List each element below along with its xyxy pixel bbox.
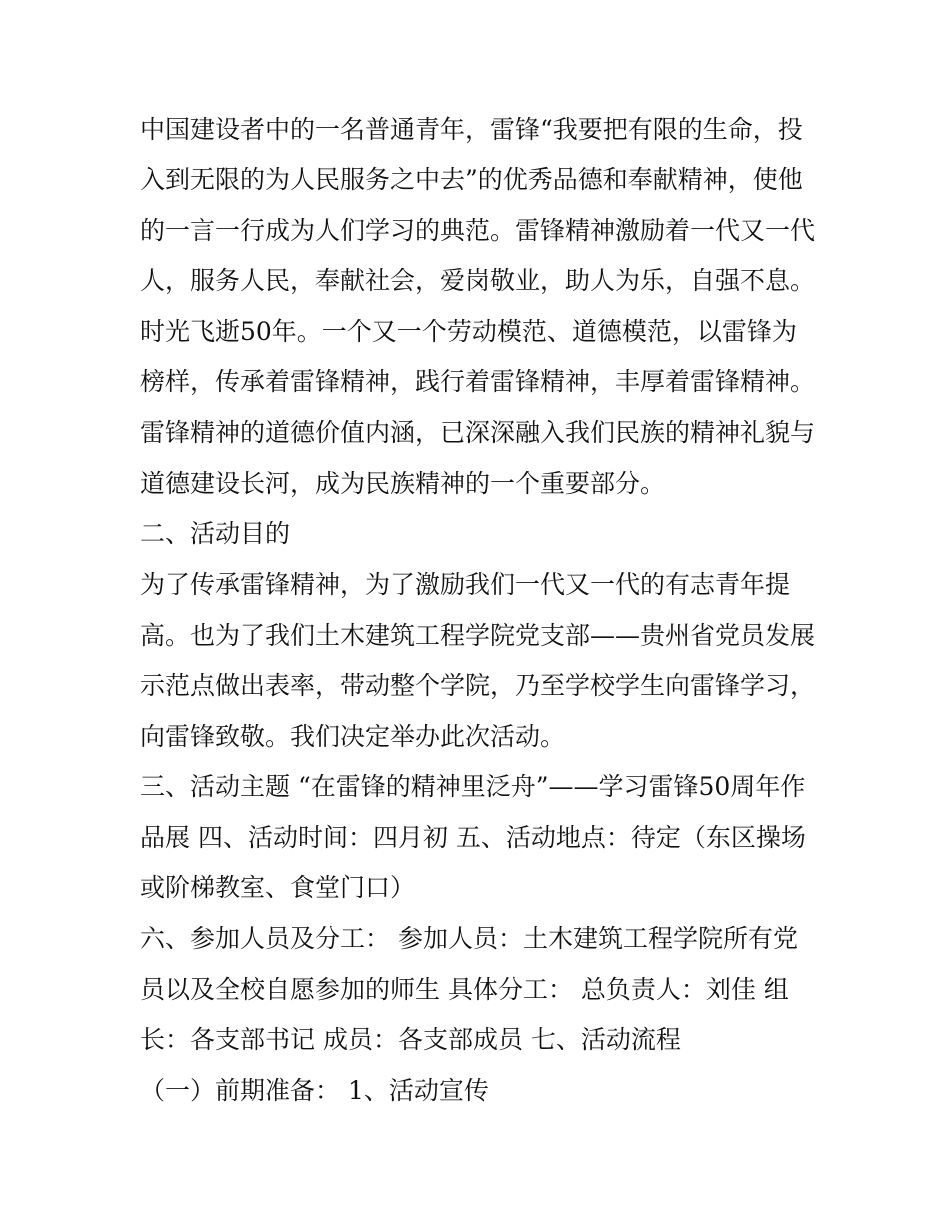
paragraph-line: 长：各支部书记 成员：各支部成员 七、活动流程 xyxy=(140,1025,681,1054)
paragraph-line: 高。也为了我们土木建筑工程学院党支部——贵州省党员发展 xyxy=(140,621,816,650)
section-heading: 六、参加人员及分工： 参加人员：土木建筑工程学院所有党 xyxy=(140,924,798,953)
subsection-heading: （一）前期准备： 1、活动宣传 xyxy=(140,1076,489,1105)
paragraph-line: 品展 四、活动时间：四月初 五、活动地点：待定（东区操场 xyxy=(140,823,806,852)
paragraph-line: 中国建设者中的一名普通青年，雷锋“我要把有限的生命，投 xyxy=(140,115,803,144)
paragraph-line: 或阶梯教室、食堂门口） xyxy=(140,873,416,902)
paragraph-line: 员以及全校自愿参加的师生 具体分工： 总负责人：刘佳 组 xyxy=(140,975,789,1004)
paragraph-line: 的一言一行成为人们学习的典范。雷锋精神激励着一代又一代 xyxy=(140,216,816,245)
paragraph-line: 榜样，传承着雷锋精神，践行着雷锋精神，丰厚着雷锋精神。 xyxy=(140,367,816,396)
paragraph-line: 示范点做出表率，带动整个学院，乃至学校学生向雷锋学习， xyxy=(140,671,816,700)
paragraph-line: 道德建设长河，成为民族精神的一个重要部分。 xyxy=(140,469,666,498)
paragraph-line: 雷锋精神的道德价值内涵，已深深融入我们民族的精神礼貌与 xyxy=(140,418,816,447)
section-heading: 三、活动主题 “在雷锋的精神里泛舟”——学习雷锋50周年作 xyxy=(140,772,806,801)
section-heading: 二、活动目的 xyxy=(140,519,291,548)
paragraph-line: 向雷锋致敬。我们决定举办此次活动。 xyxy=(140,722,566,751)
paragraph-line: 入到无限的为人民服务之中去”的优秀品德和奉献精神，使他 xyxy=(140,165,803,194)
paragraph-line: 人，服务人民，奉献社会，爱岗敬业，助人为乐，自强不息。 xyxy=(140,266,816,295)
paragraph-line: 时光飞逝50年。一个又一个劳动模范、道德模范，以雷锋为 xyxy=(140,317,797,346)
paragraph-line: 为了传承雷锋精神，为了激励我们一代又一代的有志青年提 xyxy=(140,570,791,599)
